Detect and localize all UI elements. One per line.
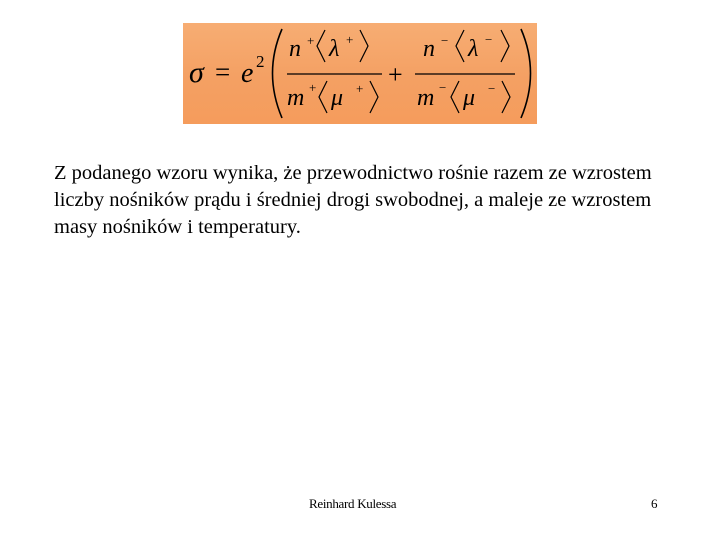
m-plus: m [287, 85, 305, 111]
angle-right [501, 30, 509, 62]
n-plus: n [289, 36, 301, 62]
equals-sign: = [215, 57, 231, 87]
explanation-paragraph: Z podanego wzoru wynika, że przewodnictwo rośnie razem ze wzrostem liczby nośników prądu i średniej drogi swobodnej, a maleje ze wzrostem masy nośników i temperatury. [54, 162, 652, 238]
e-symbol: e [241, 58, 254, 89]
e-exponent: 2 [256, 52, 265, 71]
lambda-minus-sup: − [485, 32, 493, 47]
lambda-minus: λ [468, 36, 479, 62]
m-minus: m [417, 85, 435, 111]
mu-minus: μ [463, 85, 476, 111]
big-left-paren [273, 29, 283, 118]
conductivity-formula [183, 23, 537, 124]
sigma-symbol: σ [189, 56, 204, 89]
angle-left [456, 30, 464, 62]
angle-right [360, 30, 368, 62]
n-minus-sup: − [441, 33, 449, 48]
angle-left [317, 30, 325, 62]
mu-plus: μ [331, 85, 344, 111]
formula-graphic [183, 23, 537, 124]
lambda-plus: λ [329, 36, 340, 62]
lambda-plus-sup: + [346, 32, 354, 47]
angle-left [451, 81, 459, 113]
footer-page-number: 6 [651, 496, 658, 511]
angle-left [319, 81, 327, 113]
mu-minus-sup: − [488, 81, 496, 96]
n-minus: n [423, 36, 435, 62]
angle-right [502, 81, 510, 113]
mu-plus-sup: + [356, 81, 364, 96]
big-right-paren [521, 29, 531, 118]
plus-sign: + [388, 60, 403, 89]
footer-author: Reinhard Kulessa [309, 496, 397, 511]
n-plus-sup: + [307, 33, 315, 48]
m-plus-sup: + [309, 80, 317, 95]
m-minus-sup: − [439, 80, 447, 95]
angle-right [370, 81, 378, 113]
